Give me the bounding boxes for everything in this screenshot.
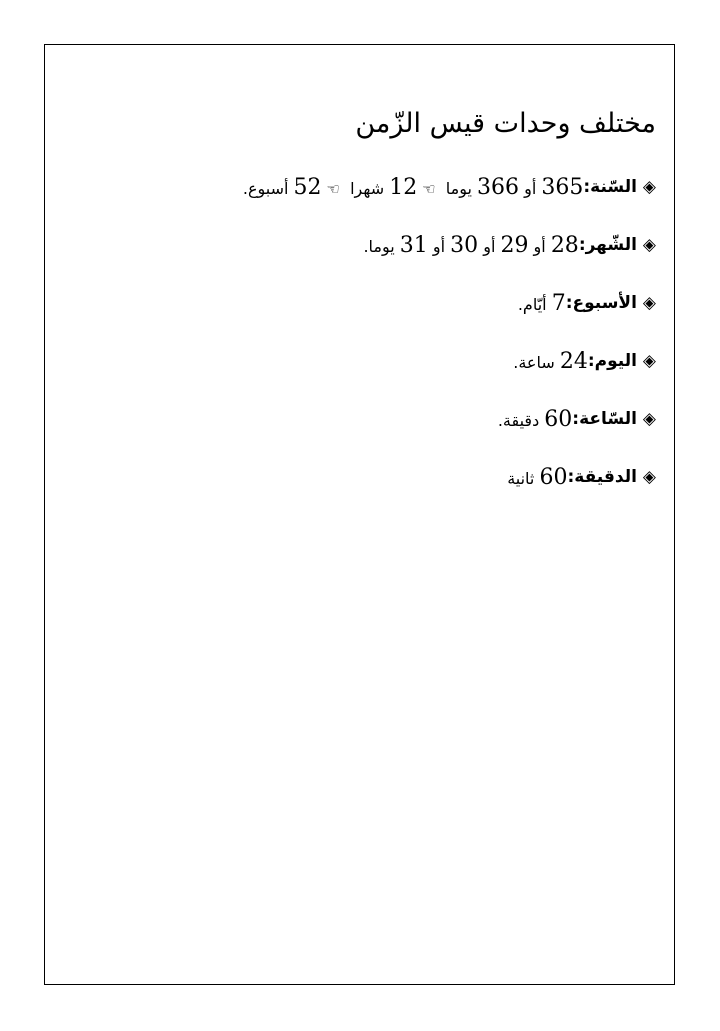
connector-text: أو [427,236,451,256]
value-number: 52 [293,174,322,200]
unit-label-hour: السّاعة: [572,409,637,429]
list-item-hour [243,390,656,448]
value-number: 29 [500,232,529,258]
value-number: 60 [539,464,568,490]
connector-text: أو [519,178,542,198]
unit-value-minute [507,465,567,490]
time-units-list [243,158,656,506]
list-item-week [243,274,656,332]
value-number: 60 [544,406,573,432]
pointing-hand-icon: ☜ [422,179,436,198]
connector-text: أو [478,236,501,256]
list-item-month [243,216,656,274]
value-number: 7 [551,290,566,316]
unit-label-year: السّنة: [583,177,637,197]
unit-word: دقيقة. [497,410,545,430]
list-item-year [243,158,656,216]
unit-word: أيّام. [517,294,552,314]
unit-value-month [363,233,578,258]
diamond-bullet-icon: ◈ [642,351,656,371]
value-number: 30 [450,232,479,258]
list-item-minute [243,448,656,506]
unit-word: يوما. [363,236,400,256]
unit-label-day: اليوم: [587,351,637,371]
value-number: 365 [541,174,584,200]
unit-word: ساعة. [513,352,560,372]
page-title: مختلف وحدات قيس الزّمن [355,108,656,139]
value-number: 24 [559,348,588,374]
connector-text: أو [528,236,551,256]
diamond-bullet-icon: ◈ [642,235,656,255]
value-number: 28 [550,232,579,258]
unit-value-week [518,291,566,316]
unit-label-week: الأسبوع: [565,293,637,313]
unit-word: يوما [440,178,478,198]
unit-word: أسبوع. [242,178,294,198]
unit-word: ثانية [507,468,540,488]
unit-value-day [513,349,588,374]
unit-label-minute: الدقيقة: [567,467,637,487]
unit-word: شهرا [344,178,390,198]
diamond-bullet-icon: ◈ [642,293,656,313]
document-content [243,104,656,506]
value-number: 366 [477,174,520,200]
diamond-bullet-icon: ◈ [642,177,656,197]
unit-value-hour [498,407,572,432]
value-number: 31 [399,232,428,258]
diamond-bullet-icon: ◈ [642,467,656,487]
list-item-day [243,332,656,390]
pointing-hand-icon: ☜ [326,179,340,198]
value-number: 12 [389,174,418,200]
unit-value-year [243,175,584,200]
unit-label-month: الشّهر: [578,235,637,255]
diamond-bullet-icon: ◈ [642,409,656,429]
